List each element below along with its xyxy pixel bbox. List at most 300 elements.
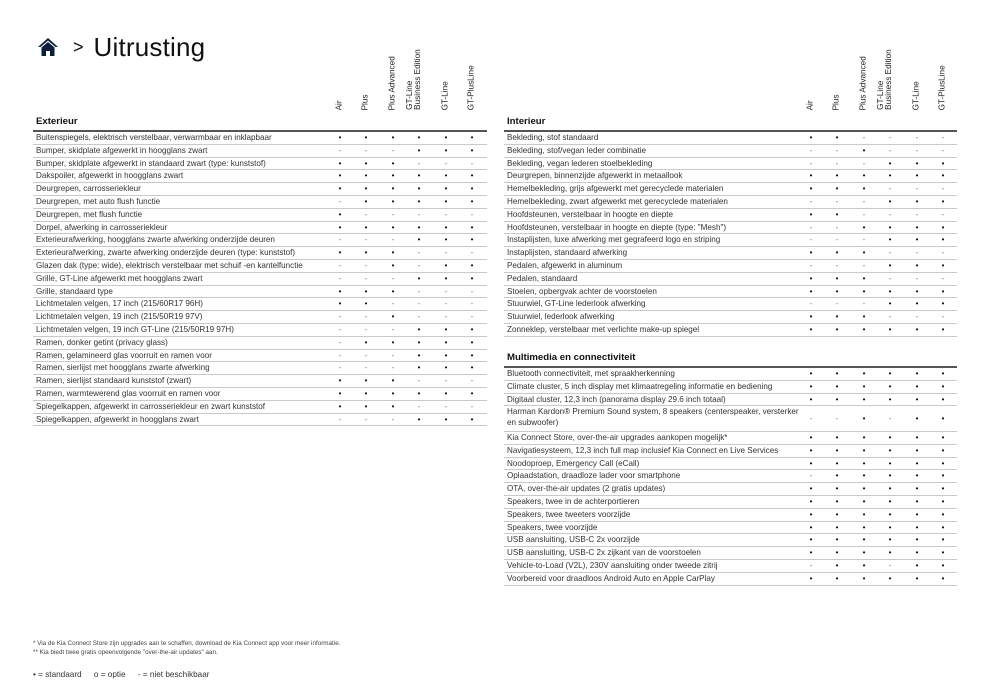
availability-cell: •	[338, 248, 342, 258]
availability-cell: •	[941, 394, 945, 404]
availability-cell: •	[888, 196, 892, 206]
availability-cell: •	[915, 496, 919, 506]
feature-label: Speakers, twee tweeters voorzijde	[507, 509, 631, 519]
availability-cell: -	[915, 209, 919, 219]
availability-cell: •	[888, 260, 892, 270]
availability-cell: •	[862, 496, 866, 506]
availability-cell: -	[444, 299, 448, 309]
availability-cell: •	[470, 324, 474, 334]
availability-cell: •	[941, 535, 945, 545]
availability-cell: •	[809, 522, 813, 532]
availability-cell: •	[915, 286, 919, 296]
availability-cell: •	[915, 471, 919, 481]
availability-cell: •	[364, 376, 368, 386]
column-header	[857, 40, 871, 110]
availability-cell: •	[809, 286, 813, 296]
availability-cell: -	[470, 248, 474, 258]
availability-cell: •	[470, 196, 474, 206]
availability-cell: -	[364, 273, 368, 283]
availability-cell: •	[915, 299, 919, 309]
availability-cell: -	[364, 414, 368, 424]
availability-cell: -	[862, 196, 866, 206]
availability-cell: -	[862, 133, 866, 142]
availability-cell: •	[888, 432, 892, 442]
table-row	[33, 273, 487, 286]
availability-cell: •	[417, 337, 421, 347]
feature-label: Buitenspiegels, elektrisch verstelbaar, verwarmbaar en inklapbaar	[36, 133, 272, 142]
availability-cell: -	[364, 209, 368, 219]
availability-cell: •	[862, 222, 866, 232]
availability-cell: -	[941, 273, 945, 283]
availability-cell: •	[915, 222, 919, 232]
table-row	[33, 362, 487, 375]
availability-cell: -	[915, 133, 919, 142]
feature-label: Speakers, twee voorzijde	[507, 522, 598, 532]
availability-cell: •	[835, 471, 839, 481]
availability-cell: -	[888, 209, 892, 219]
availability-cell: •	[809, 458, 813, 468]
availability-cell: •	[417, 324, 421, 334]
availability-cell: •	[915, 158, 919, 168]
feature-label: Lichtmetalen velgen, 19 inch (215/50R19 97V)	[36, 312, 203, 322]
column-header	[910, 40, 924, 110]
availability-cell: -	[417, 248, 421, 258]
interieur-rows	[504, 132, 957, 337]
column-header-label: GT-Line Business Edition	[876, 49, 894, 110]
column-header	[333, 40, 347, 110]
column-header-label: Air	[334, 99, 344, 110]
availability-cell: •	[941, 484, 945, 494]
table-row	[504, 522, 957, 535]
feature-label: Deurgrepen, carrosseriekleur	[36, 184, 141, 194]
table-row	[33, 286, 487, 299]
availability-cell: •	[941, 158, 945, 168]
availability-cell: -	[888, 184, 892, 194]
feature-label: USB aansluiting, USB-C 2x zijkant van de voorstoelen	[507, 548, 701, 558]
table-row	[504, 573, 957, 586]
availability-cell: •	[417, 196, 421, 206]
availability-cell: -	[391, 363, 395, 373]
column-header	[386, 40, 400, 110]
feature-label: Pedalen, afgewerkt in aluminum	[507, 260, 623, 270]
availability-cell: •	[862, 458, 866, 468]
availability-cell: •	[809, 535, 813, 545]
availability-cell: •	[470, 260, 474, 270]
column-header-label: Plus Advanced	[858, 55, 868, 110]
table-row	[33, 375, 487, 388]
availability-cell: •	[862, 312, 866, 322]
availability-cell: •	[835, 496, 839, 506]
availability-cell: -	[862, 209, 866, 219]
column-header	[359, 40, 373, 110]
availability-cell: •	[915, 509, 919, 519]
table-row	[504, 209, 957, 222]
feature-label: Oplaadstation, draadloze lader voor smartphone	[507, 471, 681, 481]
availability-cell: •	[862, 560, 866, 570]
availability-cell: •	[835, 484, 839, 494]
availability-cell: •	[444, 196, 448, 206]
availability-cell: -	[809, 260, 813, 270]
availability-cell: •	[470, 133, 474, 142]
table-row	[504, 470, 957, 483]
availability-cell: •	[391, 401, 395, 411]
availability-cell: •	[862, 484, 866, 494]
table-row	[504, 196, 957, 209]
feature-label: Kia Connect Store, over-the-air upgrades aankopen mogelijk*	[507, 432, 728, 442]
availability-cell: -	[835, 158, 839, 168]
availability-cell: •	[888, 324, 892, 334]
table-row	[33, 298, 487, 311]
availability-cell: •	[338, 171, 342, 181]
availability-cell: -	[941, 312, 945, 322]
availability-cell: •	[470, 337, 474, 347]
availability-cell: -	[470, 299, 474, 309]
column-header-label: Plus	[360, 94, 370, 110]
table-row	[33, 247, 487, 260]
availability-cell: •	[941, 496, 945, 506]
availability-cell: •	[364, 158, 368, 168]
table-row	[33, 350, 487, 363]
availability-cell: •	[888, 299, 892, 309]
availability-cell: •	[809, 484, 813, 494]
table-row	[33, 222, 487, 235]
availability-cell: •	[888, 222, 892, 232]
availability-cell: -	[417, 312, 421, 322]
feature-label: Voorbereid voor draadloos Android Auto en Apple CarPlay	[507, 573, 715, 583]
availability-cell: -	[338, 196, 342, 206]
feature-label: USB aansluiting, USB-C 2x voorzijde	[507, 535, 640, 545]
availability-cell: •	[915, 522, 919, 532]
availability-cell: •	[888, 458, 892, 468]
availability-cell: •	[417, 388, 421, 398]
availability-cell: •	[862, 522, 866, 532]
table-row	[33, 183, 487, 196]
availability-cell: -	[470, 158, 474, 168]
availability-cell: •	[915, 414, 919, 424]
table-row	[504, 368, 957, 381]
feature-label: Bumper, skidplate afgewerkt in hoogglans zwart	[36, 145, 208, 155]
availability-cell: -	[444, 209, 448, 219]
availability-cell: -	[444, 158, 448, 168]
availability-cell: -	[888, 248, 892, 258]
availability-cell: •	[417, 171, 421, 181]
availability-cell: •	[941, 222, 945, 232]
availability-cell: •	[941, 522, 945, 532]
availability-cell: •	[862, 273, 866, 283]
table-row	[33, 401, 487, 414]
availability-cell: •	[444, 337, 448, 347]
availability-cell: -	[888, 273, 892, 283]
feature-label: Bekleding, stof/vegan leder combinatie	[507, 145, 647, 155]
column-header-label: GT-Line	[911, 80, 921, 110]
column-header-label: GT-PlusLine	[466, 64, 476, 110]
availability-cell: •	[888, 484, 892, 494]
availability-cell: -	[915, 184, 919, 194]
availability-cell: -	[364, 350, 368, 360]
feature-label: Deurgrepen, binnenzijde afgewerkt in metaallook	[507, 171, 683, 181]
availability-cell: •	[364, 286, 368, 296]
availability-cell: -	[364, 324, 368, 334]
feature-label: Noodoproep, Emergency Call (eCall)	[507, 458, 640, 468]
feature-label: Navigatiesysteem, 12,3 inch full map inclusief Kia Connect en Live Services	[507, 445, 779, 455]
availability-cell: •	[941, 573, 945, 583]
table-row	[504, 324, 957, 337]
availability-cell: •	[835, 509, 839, 519]
availability-cell: -	[417, 209, 421, 219]
feature-label: Instaplijsten, luxe afwerking met gegrafeerd logo en striping	[507, 235, 721, 245]
availability-cell: -	[338, 145, 342, 155]
table-row	[33, 234, 487, 247]
feature-label: Ramen, sierlijst standaard kunststof (zwart)	[36, 376, 192, 386]
availability-cell: •	[835, 184, 839, 194]
availability-cell: •	[941, 381, 945, 391]
availability-cell: •	[470, 350, 474, 360]
table-row	[504, 298, 957, 311]
availability-cell: •	[862, 548, 866, 558]
availability-cell: •	[862, 414, 866, 424]
availability-cell: •	[915, 235, 919, 245]
legend-not-available: - = niet beschikbaar	[137, 670, 210, 679]
availability-cell: •	[444, 145, 448, 155]
availability-cell: -	[417, 286, 421, 296]
availability-cell: -	[915, 273, 919, 283]
availability-cell: •	[338, 299, 342, 309]
availability-cell: -	[835, 299, 839, 309]
availability-cell: -	[862, 260, 866, 270]
availability-cell: -	[835, 222, 839, 232]
availability-cell: •	[835, 286, 839, 296]
availability-cell: •	[915, 171, 919, 181]
feature-label: Dakspoiler, afgewerkt in hoogglans zwart	[36, 171, 184, 181]
column-header	[804, 40, 818, 110]
availability-cell: •	[444, 171, 448, 181]
availability-cell: •	[391, 158, 395, 168]
availability-cell: -	[862, 299, 866, 309]
availability-cell: -	[364, 235, 368, 245]
availability-cell: •	[809, 445, 813, 455]
availability-cell: •	[364, 196, 368, 206]
availability-cell: •	[809, 171, 813, 181]
table-row	[33, 132, 487, 145]
availability-cell: •	[941, 509, 945, 519]
availability-cell: -	[862, 158, 866, 168]
availability-cell: •	[391, 196, 395, 206]
availability-cell: -	[835, 196, 839, 206]
table-row	[504, 234, 957, 247]
availability-cell: -	[338, 350, 342, 360]
feature-label: Lichtmetalen velgen, 19 inch GT-Line (215/50R19 97H)	[36, 324, 234, 334]
availability-cell: -	[888, 560, 892, 570]
feature-label: Deurgrepen, met auto flush functie	[36, 196, 161, 206]
availability-cell: •	[941, 260, 945, 270]
feature-label: Deurgrepen, met flush functie	[36, 209, 143, 219]
availability-cell: •	[835, 458, 839, 468]
table-row	[504, 458, 957, 471]
availability-cell: -	[941, 209, 945, 219]
table-row	[33, 337, 487, 350]
availability-cell: •	[835, 381, 839, 391]
feature-label: Ramen, gelamineerd glas voorruit en ramen voor	[36, 350, 212, 360]
availability-cell: •	[888, 369, 892, 378]
availability-cell: •	[809, 548, 813, 558]
availability-cell: •	[417, 184, 421, 194]
table-row	[504, 311, 957, 324]
table-row	[504, 286, 957, 299]
availability-cell: •	[809, 432, 813, 442]
availability-cell: •	[809, 496, 813, 506]
table-row	[33, 414, 487, 427]
availability-cell: •	[470, 363, 474, 373]
availability-cell: •	[941, 235, 945, 245]
feature-label: Glazen dak (type: wide), elektrisch verstelbaar met schuif -en kantelfunctie	[36, 260, 303, 270]
section-title-multimedia: Multimedia en connectiviteit	[507, 352, 636, 363]
column-header-label: Air	[805, 99, 815, 110]
table-row	[33, 170, 487, 183]
availability-cell: -	[338, 337, 342, 347]
availability-cell: •	[470, 184, 474, 194]
availability-cell: -	[809, 471, 813, 481]
availability-cell: -	[835, 260, 839, 270]
availability-cell: •	[888, 535, 892, 545]
breadcrumb-separator: >	[73, 36, 84, 57]
feature-label: Ramen, warmtewerend glas voorruit en ramen voor	[36, 388, 221, 398]
feature-label: Climate cluster, 5 inch display met klimaatregeling informatie en bediening	[507, 381, 773, 391]
table-row	[33, 196, 487, 209]
availability-cell: -	[444, 286, 448, 296]
availability-cell: •	[888, 509, 892, 519]
footnote: * Via de Kia Connect Store zijn upgrades aan te schaffen, download de Kia Connect app voor meer informatie.	[33, 640, 341, 647]
availability-cell: •	[417, 273, 421, 283]
table-row	[33, 158, 487, 171]
availability-cell: -	[364, 145, 368, 155]
table-row	[33, 311, 487, 324]
availability-cell: •	[809, 324, 813, 334]
availability-cell: •	[862, 171, 866, 181]
availability-cell: -	[338, 414, 342, 424]
column-header	[405, 40, 426, 110]
availability-cell: •	[470, 273, 474, 283]
availability-cell: •	[391, 312, 395, 322]
availability-cell: •	[941, 471, 945, 481]
legend	[33, 670, 220, 679]
column-headers	[33, 40, 487, 110]
availability-cell: •	[391, 388, 395, 398]
availability-cell: •	[862, 145, 866, 155]
availability-cell: -	[470, 286, 474, 296]
availability-cell: •	[941, 369, 945, 378]
availability-cell: •	[391, 171, 395, 181]
availability-cell: •	[444, 222, 448, 232]
availability-cell: -	[391, 235, 395, 245]
availability-cell: •	[835, 573, 839, 583]
availability-cell: -	[915, 312, 919, 322]
table-row	[504, 170, 957, 183]
availability-cell: •	[915, 381, 919, 391]
availability-cell: •	[417, 350, 421, 360]
availability-cell: -	[338, 312, 342, 322]
availability-cell: -	[391, 414, 395, 424]
availability-cell: •	[444, 350, 448, 360]
availability-cell: •	[364, 401, 368, 411]
column-header	[465, 40, 479, 110]
availability-cell: -	[888, 145, 892, 155]
availability-cell: •	[809, 209, 813, 219]
table-row	[504, 381, 957, 394]
feature-label: Stoelen, opbergvak achter de voorstoelen	[507, 286, 657, 296]
availability-cell: •	[470, 145, 474, 155]
availability-cell: •	[835, 133, 839, 142]
availability-cell: •	[835, 369, 839, 378]
availability-cell: •	[444, 273, 448, 283]
availability-cell: •	[862, 369, 866, 378]
availability-cell: •	[444, 363, 448, 373]
availability-cell: •	[862, 535, 866, 545]
availability-cell: -	[941, 248, 945, 258]
availability-cell: -	[835, 235, 839, 245]
availability-cell: •	[417, 414, 421, 424]
table-row	[33, 145, 487, 158]
feature-label: Speakers, twee in de achterportieren	[507, 496, 640, 506]
availability-cell: -	[941, 133, 945, 142]
table-row	[33, 388, 487, 401]
availability-cell: -	[941, 145, 945, 155]
table-row	[33, 324, 487, 337]
feature-label: Hemelbekleding, zwart afgewerkt met gerecyclede materialen	[507, 196, 728, 206]
exterieur-rows	[33, 132, 487, 426]
availability-cell: •	[862, 286, 866, 296]
availability-cell: •	[470, 222, 474, 232]
availability-cell: •	[862, 573, 866, 583]
availability-cell: -	[391, 324, 395, 334]
availability-cell: -	[338, 324, 342, 334]
feature-label: Hemelbekleding, grijs afgewerkt met gerecyclede materialen	[507, 184, 724, 194]
availability-cell: •	[888, 573, 892, 583]
availability-cell: •	[862, 394, 866, 404]
feature-label: OTA, over-the-air updates (2 gratis updates)	[507, 484, 666, 494]
availability-cell: -	[417, 401, 421, 411]
availability-cell: •	[391, 248, 395, 258]
feature-label: Grille, standaard type	[36, 286, 113, 296]
availability-cell: -	[364, 363, 368, 373]
table-row	[504, 132, 957, 145]
availability-cell: •	[915, 196, 919, 206]
availability-cell: -	[915, 145, 919, 155]
column-headers	[504, 40, 957, 110]
availability-cell: -	[338, 273, 342, 283]
availability-cell: •	[888, 171, 892, 181]
availability-cell: •	[915, 560, 919, 570]
availability-cell: -	[888, 414, 892, 424]
availability-cell: -	[364, 260, 368, 270]
availability-cell: •	[338, 184, 342, 194]
availability-cell: •	[888, 158, 892, 168]
availability-cell: •	[417, 222, 421, 232]
availability-cell: •	[835, 394, 839, 404]
table-row	[504, 247, 957, 260]
availability-cell: -	[862, 235, 866, 245]
availability-cell: •	[888, 548, 892, 558]
availability-cell: •	[835, 312, 839, 322]
availability-cell: •	[941, 299, 945, 309]
table-row	[504, 534, 957, 547]
availability-cell: -	[338, 260, 342, 270]
availability-cell: •	[835, 548, 839, 558]
availability-cell: •	[364, 388, 368, 398]
availability-cell: •	[809, 133, 813, 142]
availability-cell: •	[338, 158, 342, 168]
availability-cell: -	[444, 248, 448, 258]
availability-cell: •	[364, 337, 368, 347]
